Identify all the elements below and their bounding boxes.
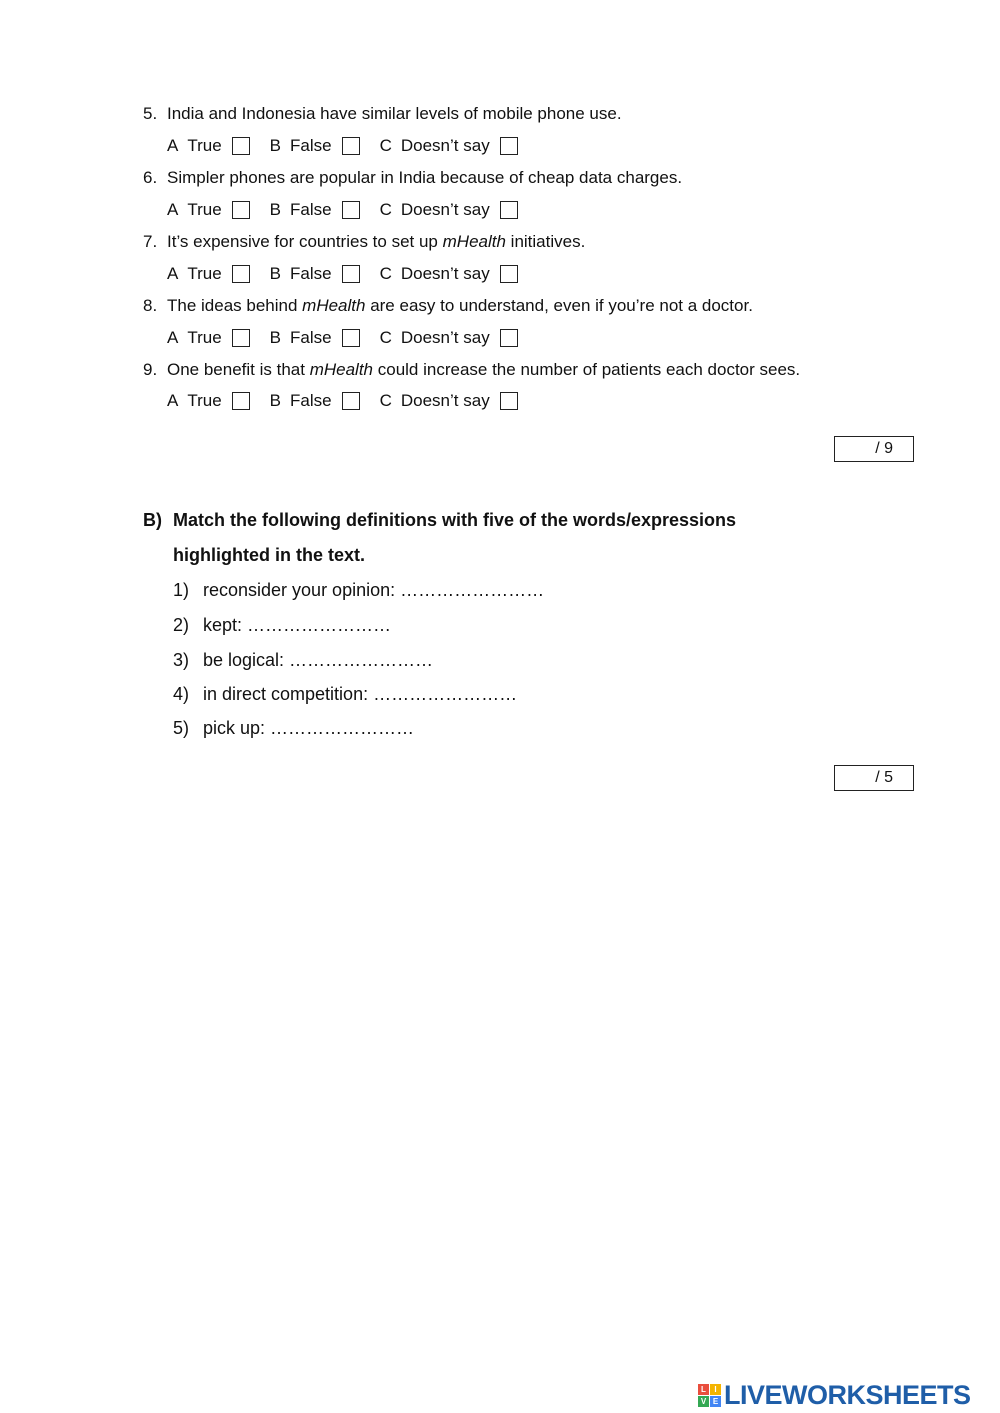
checkbox-q5-true[interactable] [232, 137, 250, 155]
checkbox-q6-false[interactable] [342, 201, 360, 219]
checkbox-q5-false[interactable] [342, 137, 360, 155]
options-q5 [167, 136, 518, 156]
section-b-heading: B) Match the following definitions with five of the words/expressions [143, 510, 737, 530]
options-q7 [167, 264, 518, 284]
checkbox-q9-true[interactable] [232, 392, 250, 410]
logo-mark-letter: V [698, 1396, 709, 1407]
checkbox-q7-doesnt-say[interactable] [500, 265, 518, 283]
option-a: A True [167, 264, 250, 284]
option-b: B False [270, 200, 360, 220]
logo-mark-letter: L [698, 1384, 709, 1395]
logo-mark-letter: E [710, 1396, 721, 1407]
logo-text: LIVEWORKSHEETS [724, 1380, 971, 1410]
question-6 [143, 168, 682, 188]
section-b-heading-line2: highlighted in the text. [173, 545, 365, 565]
options-q6 [167, 200, 518, 220]
checkbox-q7-false[interactable] [342, 265, 360, 283]
checkbox-q8-true[interactable] [232, 329, 250, 347]
question-7: 7. It’s expensive for countries to set up mHealth initiatives. [143, 232, 586, 251]
question-number: 5. [143, 104, 158, 123]
question-8: 8. The ideas behind mHealth are easy to understand, even if you’re not a doctor. [143, 296, 753, 315]
definition-item-2[interactable]: 2) kept: …………………… [173, 615, 392, 635]
checkbox-q9-false[interactable] [342, 392, 360, 410]
option-c: C Doesn’t say [380, 264, 518, 284]
option-b: B False [270, 136, 360, 156]
definition-item-4[interactable]: 4) in direct competition: …………………… [173, 684, 518, 704]
checkbox-q8-doesnt-say[interactable] [500, 329, 518, 347]
logo-mark-letter: I [710, 1384, 721, 1395]
liveworksheets-logo [698, 1380, 971, 1411]
question-text: India and Indonesia have similar levels of mobile phone use. [167, 104, 622, 123]
score-box-a[interactable]: / 9 [834, 436, 914, 462]
options-q9 [167, 391, 518, 411]
question-5 [143, 104, 622, 124]
option-b: B False [270, 328, 360, 348]
option-c: C Doesn’t say [380, 200, 518, 220]
question-number: 7. [143, 232, 158, 251]
option-a: A True [167, 328, 250, 348]
question-number: 9. [143, 360, 158, 379]
checkbox-q7-true[interactable] [232, 265, 250, 283]
checkbox-q5-doesnt-say[interactable] [500, 137, 518, 155]
question-text: Simpler phones are popular in India because of cheap data charges. [167, 168, 683, 187]
definition-item-3[interactable]: 3) be logical: …………………… [173, 650, 434, 670]
option-a: A True [167, 391, 250, 411]
option-a: A True [167, 200, 250, 220]
option-c: C Doesn’t say [380, 391, 518, 411]
option-b: B False [270, 391, 360, 411]
question-9: 9. One benefit is that mHealth could increase the number of patients each doctor sees. [143, 360, 801, 379]
question-number: 8. [143, 296, 158, 315]
option-a: A True [167, 136, 250, 156]
score-box-b[interactable]: / 5 [834, 765, 914, 791]
definition-item-1[interactable]: 1) reconsider your opinion: …………………… [173, 580, 545, 600]
checkbox-q6-doesnt-say[interactable] [500, 201, 518, 219]
checkbox-q9-doesnt-say[interactable] [500, 392, 518, 410]
definition-item-5[interactable]: 5) pick up: …………………… [173, 718, 415, 738]
option-c: C Doesn’t say [380, 136, 518, 156]
checkbox-q6-true[interactable] [232, 201, 250, 219]
question-number: 6. [143, 168, 158, 187]
option-b: B False [270, 264, 360, 284]
options-q8 [167, 328, 518, 348]
section-b-tag: B) [143, 510, 162, 530]
checkbox-q8-false[interactable] [342, 329, 360, 347]
logo-mark-icon [698, 1384, 721, 1407]
option-c: C Doesn’t say [380, 328, 518, 348]
